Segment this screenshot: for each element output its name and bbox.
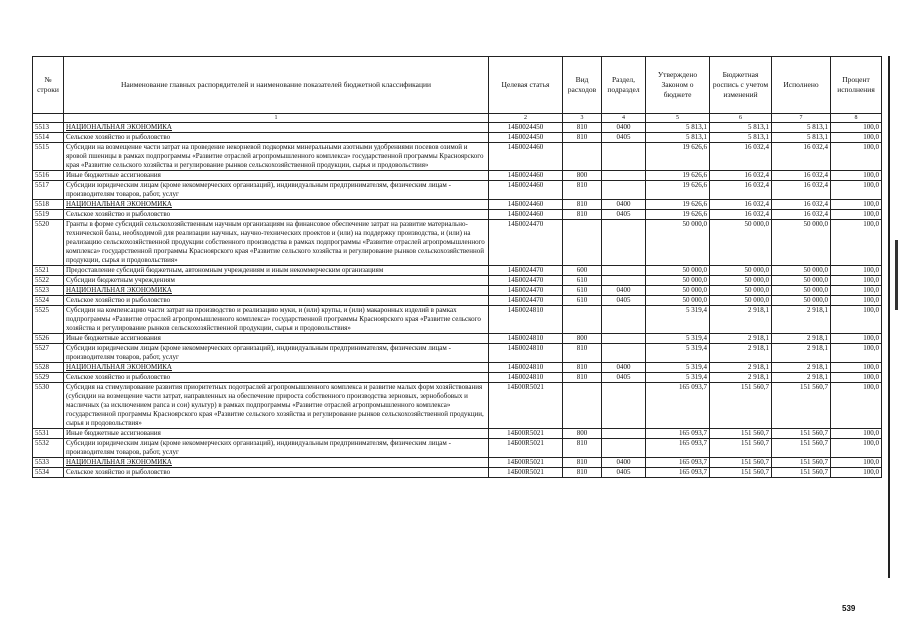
- header-executed: Исполнено: [772, 57, 831, 114]
- row-expense-type: 810: [563, 439, 602, 458]
- row-number: 5528: [33, 363, 64, 373]
- row-executed: 16 032,4: [772, 171, 831, 181]
- budget-table: [32, 56, 882, 478]
- row-expense-type: 810: [563, 344, 602, 363]
- row-approved-by-law: 50 000,0: [646, 276, 710, 286]
- row-target-article: 14Б0024460: [489, 200, 563, 210]
- row-budget-schedule: 50 000,0: [710, 276, 772, 286]
- row-executed: 151 560,7: [772, 383, 831, 429]
- row-execution-percent: 100,0: [831, 363, 882, 373]
- row-budget-schedule: 16 032,4: [710, 181, 772, 200]
- row-execution-percent: 100,0: [831, 286, 882, 296]
- table-row: [33, 306, 882, 334]
- table-row: [33, 200, 882, 210]
- row-number: 5522: [33, 276, 64, 286]
- row-number: 5517: [33, 181, 64, 200]
- row-section: [602, 306, 646, 334]
- table-body: [33, 123, 882, 478]
- row-name: Сельское хозяйство и рыболовство: [64, 133, 489, 143]
- row-expense-type: 800: [563, 334, 602, 344]
- row-target-article: 14Б0024470: [489, 286, 563, 296]
- row-name: Иные бюджетные ассигнования: [64, 429, 489, 439]
- row-expense-type: 810: [563, 200, 602, 210]
- row-expense-type: 810: [563, 363, 602, 373]
- row-budget-schedule: 50 000,0: [710, 296, 772, 306]
- row-expense-type: 800: [563, 171, 602, 181]
- row-number: 5514: [33, 133, 64, 143]
- row-approved-by-law: 165 093,7: [646, 383, 710, 429]
- row-budget-schedule: 151 560,7: [710, 458, 772, 468]
- row-name: Субсидии на компенсацию части затрат на производство и реализацию муки, и (или) крупы, и (или) макаронных изделий в рамках подпрограммы «Развитие отраслей агропромышленного комплекса» государственной программы Красноярского края «Развитие сельского хозяйства и регулирование рынков сельскохозяйственной продукции, сырья и продовольствия»: [64, 306, 489, 334]
- row-section: [602, 429, 646, 439]
- row-section: [602, 439, 646, 458]
- row-section: [602, 143, 646, 171]
- row-execution-percent: 100,0: [831, 334, 882, 344]
- row-approved-by-law: 50 000,0: [646, 220, 710, 266]
- column-number: 1: [64, 114, 489, 123]
- row-expense-type: [563, 220, 602, 266]
- row-target-article: 14Б0024450: [489, 133, 563, 143]
- row-section: 0400: [602, 123, 646, 133]
- column-number: 8: [831, 114, 882, 123]
- row-execution-percent: 100,0: [831, 123, 882, 133]
- row-executed: 2 918,1: [772, 363, 831, 373]
- row-number: 5520: [33, 220, 64, 266]
- column-number: [33, 114, 64, 123]
- row-section: [602, 171, 646, 181]
- row-name: Субсидии бюджетным учреждениям: [64, 276, 489, 286]
- row-execution-percent: 100,0: [831, 276, 882, 286]
- column-number: 4: [602, 114, 646, 123]
- row-execution-percent: 100,0: [831, 429, 882, 439]
- row-expense-type: 810: [563, 468, 602, 478]
- table-row: [33, 373, 882, 383]
- row-name: Предоставление субсидий бюджетным, автономным учреждениям и иным некоммерческим организациям: [64, 266, 489, 276]
- row-section: [602, 383, 646, 429]
- row-approved-by-law: 5 319,4: [646, 363, 710, 373]
- row-expense-type: 810: [563, 123, 602, 133]
- row-section: 0405: [602, 296, 646, 306]
- table-row: [33, 296, 882, 306]
- header-approved-by-law: Утверждено Законом о бюджете: [646, 57, 710, 114]
- row-approved-by-law: 50 000,0: [646, 266, 710, 276]
- row-number: 5532: [33, 439, 64, 458]
- row-approved-by-law: 19 626,6: [646, 181, 710, 200]
- row-execution-percent: 100,0: [831, 133, 882, 143]
- row-budget-schedule: 151 560,7: [710, 429, 772, 439]
- row-execution-percent: 100,0: [831, 210, 882, 220]
- row-executed: 50 000,0: [772, 276, 831, 286]
- row-budget-schedule: 151 560,7: [710, 439, 772, 458]
- row-name: Сельское хозяйство и рыболовство: [64, 210, 489, 220]
- row-name: НАЦИОНАЛЬНАЯ ЭКОНОМИКА: [64, 458, 489, 468]
- row-section: [602, 344, 646, 363]
- row-expense-type: 600: [563, 266, 602, 276]
- table-row: [33, 123, 882, 133]
- row-section: 0405: [602, 133, 646, 143]
- row-budget-schedule: 2 918,1: [710, 373, 772, 383]
- row-approved-by-law: 5 319,4: [646, 306, 710, 334]
- header-row: [33, 57, 882, 114]
- row-executed: 151 560,7: [772, 439, 831, 458]
- row-target-article: 14Б0024470: [489, 220, 563, 266]
- row-execution-percent: 100,0: [831, 266, 882, 276]
- row-target-article: 14Б00R5021: [489, 458, 563, 468]
- row-execution-percent: 100,0: [831, 220, 882, 266]
- row-name: НАЦИОНАЛЬНАЯ ЭКОНОМИКА: [64, 200, 489, 210]
- column-number-row: [33, 114, 882, 123]
- row-executed: 2 918,1: [772, 306, 831, 334]
- table-row: [33, 363, 882, 373]
- row-executed: 16 032,4: [772, 181, 831, 200]
- row-budget-schedule: 5 813,1: [710, 133, 772, 143]
- table-right-edge: [888, 56, 890, 578]
- table-row: [33, 429, 882, 439]
- row-budget-schedule: 16 032,4: [710, 143, 772, 171]
- row-execution-percent: 100,0: [831, 143, 882, 171]
- row-target-article: 14Б00R5021: [489, 429, 563, 439]
- row-executed: 16 032,4: [772, 200, 831, 210]
- row-budget-schedule: 16 032,4: [710, 171, 772, 181]
- row-number: 5533: [33, 458, 64, 468]
- row-approved-by-law: 19 626,6: [646, 210, 710, 220]
- row-name: Субсидии юридическим лицам (кроме некоммерческих организаций), индивидуальным предпринимателям, физическим лицам - производителям товаров, работ, услуг: [64, 439, 489, 458]
- row-executed: 2 918,1: [772, 334, 831, 344]
- header-budget-schedule: Бюджетная роспись с учетом изменений: [710, 57, 772, 114]
- row-budget-schedule: 16 032,4: [710, 210, 772, 220]
- row-target-article: 14Б0024810: [489, 344, 563, 363]
- row-target-article: 14Б0024460: [489, 181, 563, 200]
- row-target-article: 14Б0024810: [489, 306, 563, 334]
- row-target-article: 14Б0024450: [489, 123, 563, 133]
- row-approved-by-law: 19 626,6: [646, 200, 710, 210]
- row-execution-percent: 100,0: [831, 200, 882, 210]
- row-budget-schedule: 151 560,7: [710, 383, 772, 429]
- row-execution-percent: 100,0: [831, 344, 882, 363]
- header-expense-type: Вид расходов: [563, 57, 602, 114]
- table-row: [33, 220, 882, 266]
- row-budget-schedule: 16 032,4: [710, 200, 772, 210]
- row-executed: 5 813,1: [772, 133, 831, 143]
- row-section: 0405: [602, 210, 646, 220]
- table-row: [33, 439, 882, 458]
- row-expense-type: 610: [563, 276, 602, 286]
- row-approved-by-law: 19 626,6: [646, 171, 710, 181]
- row-executed: 16 032,4: [772, 143, 831, 171]
- header-name: Наименование главных распорядителей и наименование показателей бюджетной классификации: [64, 57, 489, 114]
- table-row: [33, 276, 882, 286]
- row-execution-percent: 100,0: [831, 439, 882, 458]
- row-number: 5518: [33, 200, 64, 210]
- row-approved-by-law: 5 319,4: [646, 344, 710, 363]
- row-approved-by-law: 19 626,6: [646, 143, 710, 171]
- row-target-article: 14Б0024470: [489, 266, 563, 276]
- row-executed: 151 560,7: [772, 458, 831, 468]
- row-approved-by-law: 165 093,7: [646, 439, 710, 458]
- table-row: [33, 143, 882, 171]
- row-approved-by-law: 165 093,7: [646, 468, 710, 478]
- budget-table-page: [32, 56, 881, 478]
- row-target-article: 14Б00R5021: [489, 439, 563, 458]
- row-section: [602, 266, 646, 276]
- row-executed: 151 560,7: [772, 468, 831, 478]
- column-number: 5: [646, 114, 710, 123]
- row-name: Гранты в форме субсидий сельскохозяйственным научным организациям на финансовое обеспечение затрат на развитие материально-технической базы, необходимой для реализации научных, научно-технических проектов и (или) на поддержку производства, и (или) на реализацию сельскохозяйственной продукции собственного производства в рамках подпрограммы «Развитие отраслей агропромышленного комплекса» государственной программы Красноярского края «Развитие сельского хозяйства и регулирование рынков сельскохозяйственной продукции, сырья и продовольствия»: [64, 220, 489, 266]
- row-approved-by-law: 5 813,1: [646, 123, 710, 133]
- table-row: [33, 210, 882, 220]
- row-section: 0400: [602, 200, 646, 210]
- column-number: 6: [710, 114, 772, 123]
- row-number: 5534: [33, 468, 64, 478]
- row-expense-type: [563, 306, 602, 334]
- row-target-article: 14Б0024810: [489, 373, 563, 383]
- row-executed: 16 032,4: [772, 210, 831, 220]
- row-executed: 50 000,0: [772, 266, 831, 276]
- table-row: [33, 344, 882, 363]
- table-row: [33, 286, 882, 296]
- row-section: 0400: [602, 286, 646, 296]
- row-name: Субсидия на стимулирование развития приоритетных подотраслей агропромышленного комплекса и развитие малых форм хозяйствования (субсидии на возмещение части затрат, направленных на обеспечение прироста собственного производства зерновых, зернобобовых и масличных (за исключением рапса и сои) культур) в рамках подпрограммы «Развитие отраслей агропромышленного комплекса» государственной программы Красноярского края «Развитие сельского хозяйства и регулирование рынков сельскохозяйственной продукции, сырья и продовольствия»: [64, 383, 489, 429]
- row-number: 5526: [33, 334, 64, 344]
- row-target-article: 14Б0024460: [489, 210, 563, 220]
- page-number: 539: [842, 604, 856, 613]
- row-executed: 50 000,0: [772, 220, 831, 266]
- row-budget-schedule: 2 918,1: [710, 344, 772, 363]
- row-section: [602, 334, 646, 344]
- row-number: 5515: [33, 143, 64, 171]
- row-name: Иные бюджетные ассигнования: [64, 171, 489, 181]
- row-name: НАЦИОНАЛЬНАЯ ЭКОНОМИКА: [64, 123, 489, 133]
- table-row: [33, 383, 882, 429]
- row-number: 5523: [33, 286, 64, 296]
- row-execution-percent: 100,0: [831, 383, 882, 429]
- row-name: Субсидии юридическим лицам (кроме некоммерческих организаций), индивидуальным предпринимателям, физическим лицам - производителям товаров, работ, услуг: [64, 181, 489, 200]
- row-execution-percent: 100,0: [831, 458, 882, 468]
- row-executed: 2 918,1: [772, 373, 831, 383]
- row-number: 5521: [33, 266, 64, 276]
- row-execution-percent: 100,0: [831, 171, 882, 181]
- row-approved-by-law: 50 000,0: [646, 296, 710, 306]
- row-target-article: 14Б0024460: [489, 143, 563, 171]
- row-expense-type: 810: [563, 373, 602, 383]
- header-row-number: № строки: [33, 57, 64, 114]
- row-section: [602, 276, 646, 286]
- column-number: 7: [772, 114, 831, 123]
- row-name: Субсидии юридическим лицам (кроме некоммерческих организаций), индивидуальным предпринимателям, физическим лицам - производителям товаров, работ, услуг: [64, 344, 489, 363]
- column-number: 2: [489, 114, 563, 123]
- row-number: 5516: [33, 171, 64, 181]
- scan-edge-mark: [895, 240, 898, 310]
- table-row: [33, 171, 882, 181]
- header-section: Раздел, подраздел: [602, 57, 646, 114]
- row-number: 5524: [33, 296, 64, 306]
- row-budget-schedule: 50 000,0: [710, 286, 772, 296]
- table-row: [33, 458, 882, 468]
- row-section: [602, 181, 646, 200]
- row-number: 5530: [33, 383, 64, 429]
- row-name: Иные бюджетные ассигнования: [64, 334, 489, 344]
- row-number: 5531: [33, 429, 64, 439]
- row-executed: 2 918,1: [772, 344, 831, 363]
- row-name: Сельское хозяйство и рыболовство: [64, 296, 489, 306]
- row-target-article: 14Б0024470: [489, 296, 563, 306]
- row-number: 5529: [33, 373, 64, 383]
- row-expense-type: 810: [563, 133, 602, 143]
- row-executed: 50 000,0: [772, 286, 831, 296]
- row-number: 5513: [33, 123, 64, 133]
- row-expense-type: 610: [563, 296, 602, 306]
- table-row: [33, 334, 882, 344]
- row-execution-percent: 100,0: [831, 306, 882, 334]
- row-approved-by-law: 50 000,0: [646, 286, 710, 296]
- row-approved-by-law: 5 319,4: [646, 334, 710, 344]
- row-budget-schedule: 2 918,1: [710, 363, 772, 373]
- row-section: 0405: [602, 468, 646, 478]
- row-budget-schedule: 2 918,1: [710, 334, 772, 344]
- row-number: 5527: [33, 344, 64, 363]
- header-execution-percent: Процент исполнения: [831, 57, 882, 114]
- table-row: [33, 468, 882, 478]
- row-approved-by-law: 165 093,7: [646, 458, 710, 468]
- row-name: НАЦИОНАЛЬНАЯ ЭКОНОМИКА: [64, 286, 489, 296]
- row-execution-percent: 100,0: [831, 181, 882, 200]
- row-target-article: 14Б00R5021: [489, 383, 563, 429]
- row-target-article: 14Б00R5021: [489, 468, 563, 478]
- row-section: 0400: [602, 363, 646, 373]
- row-expense-type: [563, 383, 602, 429]
- column-number: 3: [563, 114, 602, 123]
- row-executed: 5 813,1: [772, 123, 831, 133]
- row-name: Субсидии на возмещение части затрат на проведение некорневой подкормки минеральными азотными удобрениями посевов озимой и яровой пшеницы в рамках подпрограммы «Развитие отраслей агропромышленного комплекса» государственной программы Красноярского края «Развитие сельского хозяйства и регулирование рынков сельскохозяйственной продукции, сырья и продовольствия»: [64, 143, 489, 171]
- row-name: Сельское хозяйство и рыболовство: [64, 373, 489, 383]
- row-target-article: 14Б0024460: [489, 171, 563, 181]
- row-execution-percent: 100,0: [831, 373, 882, 383]
- row-executed: 151 560,7: [772, 429, 831, 439]
- row-expense-type: 810: [563, 181, 602, 200]
- row-name: Сельское хозяйство и рыболовство: [64, 468, 489, 478]
- row-section: 0400: [602, 458, 646, 468]
- row-expense-type: 810: [563, 458, 602, 468]
- row-name: НАЦИОНАЛЬНАЯ ЭКОНОМИКА: [64, 363, 489, 373]
- row-approved-by-law: 5 319,4: [646, 373, 710, 383]
- row-budget-schedule: 5 813,1: [710, 123, 772, 133]
- table-row: [33, 266, 882, 276]
- row-execution-percent: 100,0: [831, 468, 882, 478]
- row-budget-schedule: 50 000,0: [710, 220, 772, 266]
- table-row: [33, 133, 882, 143]
- header-target-article: Целевая статья: [489, 57, 563, 114]
- row-target-article: 14Б0024470: [489, 276, 563, 286]
- row-approved-by-law: 5 813,1: [646, 133, 710, 143]
- row-expense-type: 800: [563, 429, 602, 439]
- row-section: [602, 220, 646, 266]
- row-execution-percent: 100,0: [831, 296, 882, 306]
- row-number: 5519: [33, 210, 64, 220]
- row-section: 0405: [602, 373, 646, 383]
- row-target-article: 14Б0024810: [489, 363, 563, 373]
- row-budget-schedule: 2 918,1: [710, 306, 772, 334]
- row-target-article: 14Б0024810: [489, 334, 563, 344]
- table-row: [33, 181, 882, 200]
- row-budget-schedule: 50 000,0: [710, 266, 772, 276]
- row-budget-schedule: 151 560,7: [710, 468, 772, 478]
- row-expense-type: 810: [563, 210, 602, 220]
- row-number: 5525: [33, 306, 64, 334]
- row-approved-by-law: 165 093,7: [646, 429, 710, 439]
- row-expense-type: 610: [563, 286, 602, 296]
- row-expense-type: [563, 143, 602, 171]
- row-executed: 50 000,0: [772, 296, 831, 306]
